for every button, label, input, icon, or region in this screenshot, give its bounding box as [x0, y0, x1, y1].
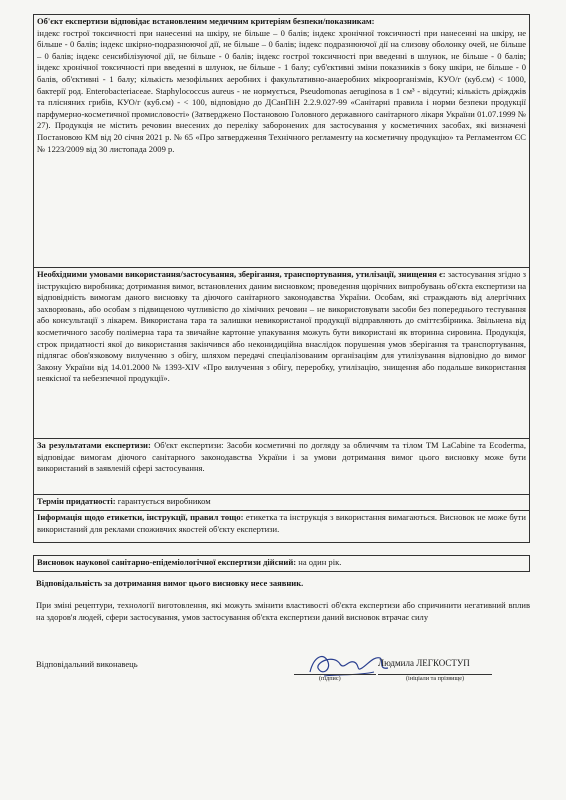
name-caption: (ініціали та прізвище) [406, 675, 465, 682]
shelf-life-section [33, 494, 530, 511]
responsibility-note: Відповідальність за дотримання вимог цього висновку несе заявник. [36, 578, 304, 588]
usage-conditions-text: застосування згідно з інструкцією виробника; дотримання вимог, встановлених даним висновком; проведення щорічних випробувань об'єкта експертизи на відповідність вимогам даного висновку та діючого санітарного законодавства України. Особам, які страждають від алергічних захворювань, або особам з підвищеною чутливістю до хімічних речовин – не використовувати засоби без попереднього тестування або консультації з лікарем. Використана тара та залишки невикористаної продукції відправляють до сміттєзбірника. Звільнена від косметичного засобу полімерна тара та звичайне картонне упакування можуть бути використані як вторинна сировина. Продукція, строк придатності якої до використання закінчився або неконидиційна внаслідок порушення умов зберігання та транспортування, підлягає обов'язковому вилученню з обігу, шляхом передачі спеціалізованим організаціям для утилізування відповідно до вимог Закону України від 14.01.2000 № 1393-XIV «Про вилучення з обігу, переробку, утилізацію, знищення або подальше використання неякісної та небезпечної продукції». [37, 269, 526, 384]
safety-criteria-heading: Об'єкт експертизи відповідає встановленим медичним критеріям безпеки/показникам: [37, 16, 375, 26]
validity-heading: Висновок наукової санітарно-епідеміологічної експертизи дійсний: [37, 557, 297, 567]
validity-section [33, 555, 530, 572]
safety-criteria-text: індекс гострої токсичності при нанесенні на шкіру, не більше – 0 балів; індекс хронічної токсичності при нанесенні на шкіру, не більше - 0 балів; індекс шкірно-подразнюючої дії, не більше – 0 балів; індекс подразнюючої дії на слизову оболонку очей, не більше – 0 балів; індекс сенсибілізуючої дії, не більше - 0 балів; індекс гострої токсичності при введенні в шлунок, не більше - 0 балів; індекс хронічної токсичності при введенні в шлунок, не більше - 1 балу; суб'єктивні зміни показників з боку шкіри, не більше - 0 балів, об'єктивні - 1 балу; кількість мезофільних аеробних і факультативно-анаеробних мікроорганізмів, КУО/г (куб.см) < 1000, бактерії род. Enterobacteriaceae. Staphylococcus aureus - не нормується, Pseudomonas aeruginosa в 1 см³ - відсутні; кількість дріжджів та плісняних грибів, КУО/г (куб.см) - < 100, відповідно до ДСанПіН 2.2.9.027-99 «Санітарні правила і норми безпеки продукції парфумерно-косметичної промисловості» (Затверджено Постановою Головного державного санітарного лікаря України 01.07.1999 № 27). Продукція не містить речовин внесених до переліку заборонених для застосування у косметичних засобах, які визначені Постановою КМ від 20 січня 2021 р. № 65 «Про затвердження Технічного регламенту на косметичну продукцію» та Регламентом ЄС № 1223/2009 від 30 листопада 2009 р. [37, 27, 526, 154]
label-info-section [33, 510, 530, 543]
signature-block [36, 656, 530, 696]
recipe-change-note: При зміні рецептури, технології виготовлення, які можуть змінити властивості об'єкта експертизи або спричинити негативний вплив на здоров'я людей, сфери застосування, умов застосування об'єкта експертизи даний висновок втрачає силу [36, 600, 530, 622]
expertise-results-heading: За результатами експертизи: [37, 440, 151, 450]
label-info-text: етикетка та інструкція з використання вимагаються. Висновок не може бути використаний для реклами споживчих якостей об'єкту експертизи. [37, 512, 526, 534]
usage-conditions-heading: Необхідними умовами використання/застосування, зберігання, транспортування, утилізації, знищення є: [37, 269, 446, 279]
validity-text: на один рік. [296, 557, 342, 567]
signature-caption: (підпис) [319, 675, 341, 682]
usage-conditions-section [33, 267, 530, 439]
responsible-executor-label: Відповідальний виконавець [36, 659, 138, 669]
expertise-results-section [33, 438, 530, 495]
shelf-life-text: гарантується виробником [115, 496, 211, 506]
executor-name: Людмила ЛЕГКОСТУП [378, 658, 470, 668]
expertise-results-text: Об'єкт експертизи: Засоби косметичні по догляду за обличчям та тілом ТМ LaCabine та Ecoderma, відповідає вимогам діючого санітарного законодавства України і за умови дотримання вимог цього висновку може бути використаний в заявленій сфері застосування. [37, 440, 526, 474]
safety-criteria-section [33, 14, 530, 268]
label-info-heading: Інформація щодо етикетки, інструкції, правил тощо: [37, 512, 244, 522]
shelf-life-heading: Термін придатності: [37, 496, 116, 506]
